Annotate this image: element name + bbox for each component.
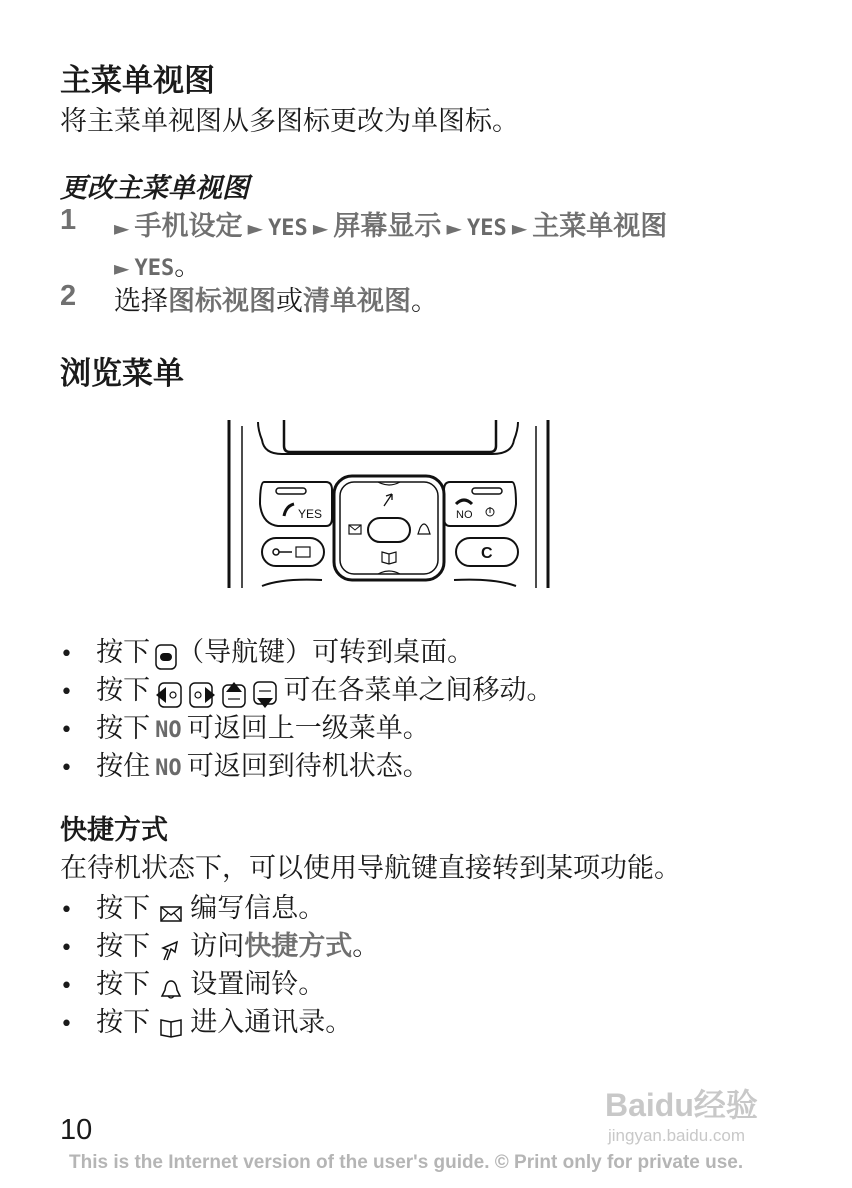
no-key-label: NO <box>456 509 473 521</box>
list-item: • 按下 进入通讯录。 <box>60 1007 353 1038</box>
step-1-number: 1 <box>60 204 77 236</box>
list-item: • 按下 可在各菜单之间移动。 <box>60 668 554 709</box>
bell-icon <box>418 524 430 534</box>
no-key <box>444 482 516 526</box>
arrow-icon: ► <box>247 216 263 240</box>
shortcut-icon <box>384 494 392 506</box>
arrow-icon: ► <box>446 216 462 240</box>
option-list-view: 清单视图 <box>303 286 411 317</box>
step-1-line-1 <box>114 204 667 243</box>
option-icon-view: 图标视图 <box>168 286 276 317</box>
list-item: • 按下 设置闹铃。 <box>60 969 326 1000</box>
step-2-end: 。 <box>411 286 438 317</box>
key-yes: YES <box>134 256 175 281</box>
footer-note: This is the Internet version of the user's guide. © Print only for private use. <box>69 1152 744 1173</box>
c-key-label: C <box>481 545 493 562</box>
heading-main-menu-view: 主菜单视图 <box>60 63 215 99</box>
phone-keypad-diagram <box>222 420 554 590</box>
list-item: • 按下 访问快捷方式。 <box>60 931 380 962</box>
key-yes: YES <box>268 216 308 241</box>
heading-change-view: 更改主菜单视图 <box>60 173 249 204</box>
c-key <box>456 538 518 566</box>
arrow-icon: ► <box>511 216 528 240</box>
link-shortcuts: 快捷方式 <box>244 931 353 962</box>
key-no: NO <box>155 718 182 743</box>
heading-browse-menu: 浏览菜单 <box>60 356 184 392</box>
arrow-icon: ► <box>114 256 130 280</box>
heading-shortcuts: 快捷方式 <box>60 815 168 846</box>
arrow-icon: ► <box>114 216 130 240</box>
step-2-or: 或 <box>276 286 303 317</box>
key-no: NO <box>155 756 182 781</box>
step-2-prefix: 选择 <box>114 286 168 317</box>
alarm-bell-icon <box>155 977 185 1001</box>
nav-left-key-icon <box>155 682 183 708</box>
step-2-number: 2 <box>60 280 77 312</box>
key-yes: YES <box>466 216 507 241</box>
book-icon <box>382 552 396 564</box>
menu-phone-settings: 手机设定 <box>134 211 243 242</box>
phonebook-icon <box>155 1015 185 1039</box>
menu-main-menu-view: 主菜单视图 <box>532 211 668 242</box>
main-menu-view-desc: 将主菜单视图从多图标更改为单图标。 <box>60 106 519 137</box>
list-item: • 按下 NO 可返回上一级菜单。 <box>60 713 430 744</box>
navigation-key-cluster <box>334 476 444 580</box>
arrow-icon: ► <box>312 216 329 240</box>
nav-select-key-icon <box>155 644 177 670</box>
watermark-url: jingyan.baidu.com <box>608 1126 746 1145</box>
shortcut-arrow-icon <box>155 938 185 964</box>
list-item: • 按住 NO 可返回到待机状态。 <box>60 751 430 782</box>
step-2-text <box>114 279 438 318</box>
yes-key <box>260 482 332 526</box>
list-item: • 按下 （导航键）可转到桌面。 <box>60 637 475 668</box>
yes-key-label: YES <box>298 507 323 521</box>
envelope-icon <box>155 902 185 924</box>
step-1-end: 。 <box>174 251 202 282</box>
menu-display: 屏幕显示 <box>333 211 442 242</box>
nav-up-key-icon <box>221 681 247 709</box>
step-1-line-2 <box>114 244 201 283</box>
nav-right-key-icon <box>188 682 216 708</box>
watermark-logo: Baidu经验 <box>605 1087 758 1123</box>
list-item: • 按下 编写信息。 <box>60 893 326 924</box>
menu-key <box>262 538 324 566</box>
shortcuts-desc: 在待机状态下，可以使用导航键直接转到某项功能。 <box>60 853 681 884</box>
nav-down-key-icon <box>252 681 278 709</box>
page-number: 10 <box>60 1114 93 1146</box>
